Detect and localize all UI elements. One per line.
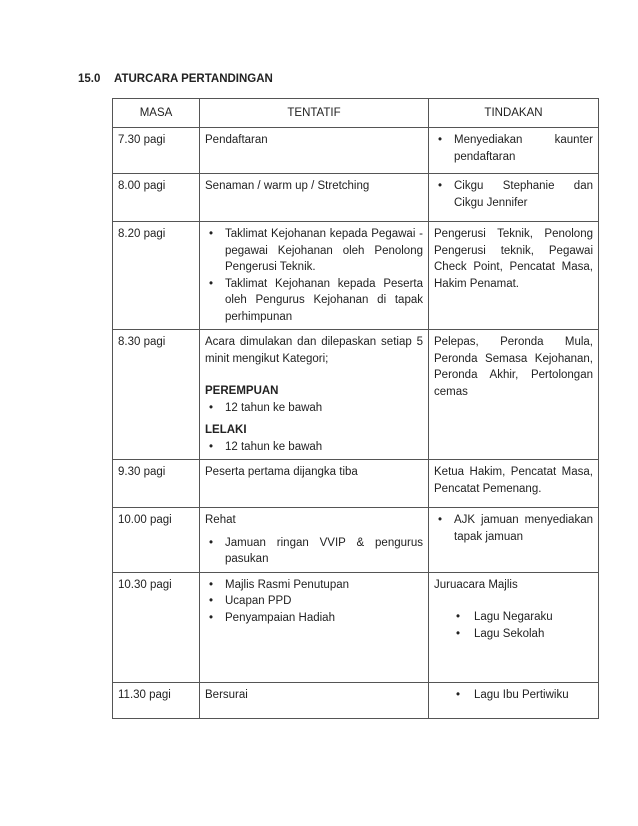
list-item: • Taklimat Kejohanan kepada Peserta oleh Pengurus Kejohanan di tapak perhimpunan bbox=[205, 276, 423, 326]
table-row bbox=[113, 330, 599, 460]
list-item: • Cikgu Stephanie dan Cikgu Jennifer bbox=[434, 178, 593, 211]
cell-tentatif bbox=[200, 222, 429, 330]
list-item: • Majlis Rasmi Penutupan bbox=[205, 577, 423, 594]
cell-tentatif bbox=[200, 572, 429, 682]
schedule-table bbox=[112, 98, 599, 719]
cell-masa: 8.00 pagi bbox=[113, 174, 200, 222]
category-perempuan: PEREMPUAN bbox=[205, 385, 279, 397]
header-tindakan: TINDAKAN bbox=[429, 99, 599, 128]
cell-masa: 9.30 pagi bbox=[113, 460, 200, 508]
table-row bbox=[113, 572, 599, 682]
table-header-row bbox=[113, 99, 599, 128]
section-heading bbox=[78, 73, 273, 85]
cell-tindakan bbox=[429, 572, 599, 682]
category-lelaki: LELAKI bbox=[205, 424, 247, 436]
table-row bbox=[113, 460, 599, 508]
table-row bbox=[113, 508, 599, 573]
cell-tentatif: Bersurai bbox=[200, 682, 429, 718]
cell-tindakan: Pengerusi Teknik, Penolong Pengerusi teknik, Pegawai Check Point, Pencatat Masa, Hakim Penamat. bbox=[429, 222, 599, 330]
list-item: • 12 tahun ke bawah bbox=[205, 400, 423, 417]
cell-masa: 10.30 pagi bbox=[113, 572, 200, 682]
table-row bbox=[113, 682, 599, 718]
cell-tentatif: Pendaftaran bbox=[200, 128, 429, 174]
section-number: 15.0 bbox=[78, 73, 101, 85]
cell-masa: 8.20 pagi bbox=[113, 222, 200, 330]
cell-tindakan: Pelepas, Peronda Mula, Peronda Semasa Kejohanan, Peronda Akhir, Pertolongan cemas bbox=[429, 330, 599, 460]
list-item: • Taklimat Kejohanan kepada Pegawai - pegawai Kejohanan oleh Penolong Pengerusi Teknik. bbox=[205, 226, 423, 276]
cell-tentatif bbox=[200, 330, 429, 460]
list-item: • Jamuan ringan VVIP & pengurus pasukan bbox=[205, 535, 423, 568]
list-item: • Lagu Ibu Pertiwiku bbox=[434, 687, 593, 704]
cell-tindakan bbox=[429, 682, 599, 718]
cell-tindakan: Ketua Hakim, Pencatat Masa, Pencatat Pemenang. bbox=[429, 460, 599, 508]
cell-masa: 11.30 pagi bbox=[113, 682, 200, 718]
cell-tentatif: Senaman / warm up / Stretching bbox=[200, 174, 429, 222]
tentatif-intro: Acara dimulakan dan dilepaskan setiap 5 minit mengikut Kategori; bbox=[205, 336, 423, 365]
cell-tentatif: Peserta pertama dijangka tiba bbox=[200, 460, 429, 508]
list-item: • Lagu Sekolah bbox=[434, 626, 593, 643]
cell-tentatif bbox=[200, 508, 429, 573]
list-item: • Penyampaian Hadiah bbox=[205, 610, 423, 627]
list-item: • Ucapan PPD bbox=[205, 593, 423, 610]
cell-masa: 10.00 pagi bbox=[113, 508, 200, 573]
list-item: • Lagu Negaraku bbox=[434, 609, 593, 626]
table-row bbox=[113, 128, 599, 174]
cell-tindakan bbox=[429, 508, 599, 573]
cell-tindakan bbox=[429, 128, 599, 174]
cell-masa: 8.30 pagi bbox=[113, 330, 200, 460]
tentatif-text: Rehat bbox=[205, 514, 236, 526]
table-row bbox=[113, 222, 599, 330]
section-title: ATURCARA PERTANDINGAN bbox=[114, 73, 273, 85]
list-item: • AJK jamuan menyediakan tapak jamuan bbox=[434, 512, 593, 545]
cell-tindakan bbox=[429, 174, 599, 222]
header-tentatif: TENTATIF bbox=[200, 99, 429, 128]
table-row bbox=[113, 174, 599, 222]
header-masa: MASA bbox=[113, 99, 200, 128]
list-item: • Menyediakan kaunter pendaftaran bbox=[434, 132, 593, 165]
tindakan-text: Juruacara Majlis bbox=[434, 578, 518, 591]
list-item: • 12 tahun ke bawah bbox=[205, 439, 423, 456]
cell-masa: 7.30 pagi bbox=[113, 128, 200, 174]
